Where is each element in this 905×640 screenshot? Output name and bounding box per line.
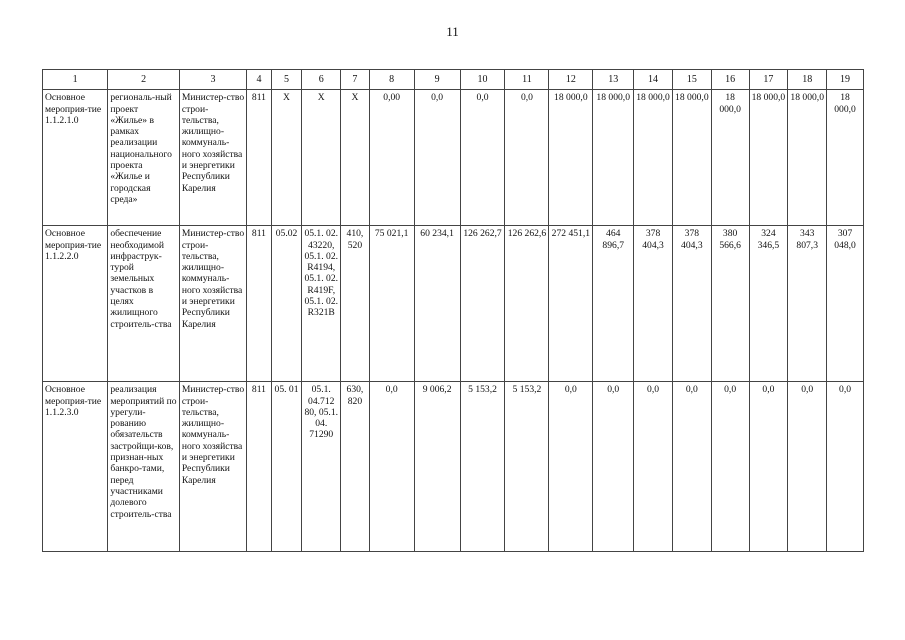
table-cell: 18 000,0 [593, 90, 634, 226]
table-cell: 126 262,7 [460, 226, 505, 382]
table-cell: 811 [247, 90, 272, 226]
table-cell: 9 006,2 [414, 382, 460, 552]
column-header: 4 [247, 70, 272, 90]
column-header: 15 [672, 70, 711, 90]
column-header: 12 [549, 70, 593, 90]
table-cell: 18 000,0 [711, 90, 749, 226]
table-cell: 0,0 [788, 382, 827, 552]
table-cell: 75 021,1 [369, 226, 414, 382]
table-cell: 0,00 [369, 90, 414, 226]
column-header: 17 [749, 70, 788, 90]
table-cell: 05. 01 [271, 382, 302, 552]
column-header: 8 [369, 70, 414, 90]
column-header: 19 [827, 70, 864, 90]
column-header: 13 [593, 70, 634, 90]
column-header: 9 [414, 70, 460, 90]
table-cell: 0,0 [634, 382, 673, 552]
executor-cell: Министер-ство строи-тельства, жилищно-коммуналь-ного хозяйства и энергетики Республики Карелия [179, 382, 246, 552]
table-cell: 18 000,0 [549, 90, 593, 226]
table-row [43, 382, 864, 552]
executor-cell: Министер-ство строи-тельства, жилищно-коммуналь-ного хозяйства и энергетики Республики Карелия [179, 226, 246, 382]
table-row [43, 90, 864, 226]
table-cell: 0,0 [593, 382, 634, 552]
budget-table [42, 69, 864, 552]
description-cell: обеспечение необходимой инфраструк-турой земельных участков в целях жилищного строитель-ства [108, 226, 179, 382]
description-cell: реализация мероприятий по урегули-рованию обязательств застройщи-ков, признан-ных банкро-тами, перед участниками долевого строитель-ства [108, 382, 179, 552]
table-cell: 05.02 [271, 226, 302, 382]
column-header: 1 [43, 70, 108, 90]
column-header: 11 [505, 70, 549, 90]
table-cell: 0,0 [460, 90, 505, 226]
table-cell: X [302, 90, 341, 226]
table-row [43, 226, 864, 382]
table-cell: 0,0 [711, 382, 749, 552]
column-header: 3 [179, 70, 246, 90]
table-cell: 380 566,6 [711, 226, 749, 382]
table-cell: 811 [247, 226, 272, 382]
header-row [43, 70, 864, 90]
table-cell: 0,0 [369, 382, 414, 552]
activity-name-cell: Основное мероприя-тие 1.1.2.3.0 [43, 382, 108, 552]
activity-name-cell: Основное мероприя-тие 1.1.2.2.0 [43, 226, 108, 382]
table-cell: 5 153,2 [505, 382, 549, 552]
column-header: 18 [788, 70, 827, 90]
table-cell: 811 [247, 382, 272, 552]
table-cell: 0,0 [672, 382, 711, 552]
page-number: 11 [446, 24, 459, 39]
table-cell: 378 404,3 [634, 226, 673, 382]
table-cell: 324 346,5 [749, 226, 788, 382]
table-cell: X [341, 90, 370, 226]
table-cell: 126 262,6 [505, 226, 549, 382]
activity-name-cell: Основное мероприя-тие 1.1.2.1.0 [43, 90, 108, 226]
column-header: 5 [271, 70, 302, 90]
table-cell: 05.1. 04.712 80, 05.1. 04. 71290 [302, 382, 341, 552]
column-header: 16 [711, 70, 749, 90]
table-cell: 307 048,0 [827, 226, 864, 382]
table-cell: 272 451,1 [549, 226, 593, 382]
table-cell: 0,0 [827, 382, 864, 552]
table-cell: 0,0 [414, 90, 460, 226]
column-header: 7 [341, 70, 370, 90]
table-cell: 630, 820 [341, 382, 370, 552]
table-cell: 5 153,2 [460, 382, 505, 552]
table-cell: 343 807,3 [788, 226, 827, 382]
table-cell: 0,0 [749, 382, 788, 552]
column-header: 14 [634, 70, 673, 90]
executor-cell: Министер-ство строи-тельства, жилищно-коммуналь-ного хозяйства и энергетики Республики Карелия [179, 90, 246, 226]
table-cell: 0,0 [549, 382, 593, 552]
table-cell: 378 404,3 [672, 226, 711, 382]
table-cell: 60 234,1 [414, 226, 460, 382]
table-cell: X [271, 90, 302, 226]
table-cell: 18 000,0 [672, 90, 711, 226]
column-header: 6 [302, 70, 341, 90]
table-cell: 410, 520 [341, 226, 370, 382]
table-cell: 18 000,0 [788, 90, 827, 226]
table-cell: 18 000,0 [827, 90, 864, 226]
description-cell: региональ-ный проект «Жилье» в рамках реализации национального проекта «Жилье и городская среда» [108, 90, 179, 226]
column-header: 2 [108, 70, 179, 90]
table-cell: 18 000,0 [749, 90, 788, 226]
column-header: 10 [460, 70, 505, 90]
table-cell: 464 896,7 [593, 226, 634, 382]
table-cell: 0,0 [505, 90, 549, 226]
table-cell: 18 000,0 [634, 90, 673, 226]
table-cell: 05.1. 02. 43220, 05.1. 02. R4194, 05.1. 02. R419F, 05.1. 02. R321B [302, 226, 341, 382]
